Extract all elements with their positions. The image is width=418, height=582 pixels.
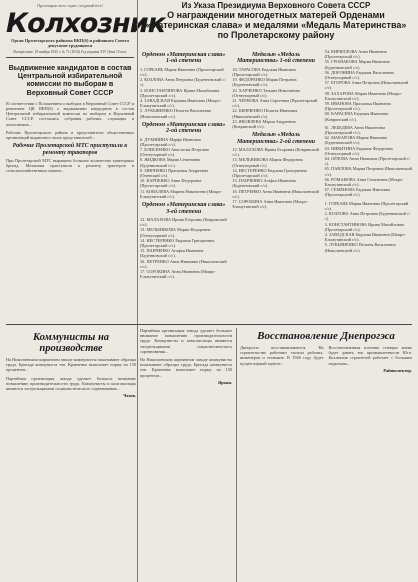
lead-headline: Выдвижение кандидатов в состав Центральной избирательной комиссии по выборам в Верховный Совет СССР [8, 62, 132, 97]
communists-article-continued [140, 328, 232, 582]
awards-column-2 [232, 49, 319, 279]
communists-continued-body: Партийная организация завода уделяет большое внимание повышению производительности труда. Коммунисты и комсомольцы являются застрельщиками социалистического соревнования... [140, 328, 234, 354]
lead-body: В соответствии с Положением о выборах в Верховный Совет СССР и решением ЦК ВКП(б) о выдвижении кандидатов в состав Центральной избирательной комиссии по выборам в Верховный Совет СССР, состоялись собрания рабочих, служащих и колхозников... [6, 100, 136, 127]
divider [6, 324, 412, 325]
medal-1-title: Медалью «Медаль Материнства» 1-ой степени [236, 52, 316, 65]
awards-grid [140, 49, 412, 279]
decree-title: О награждении многодетных матерей Орденами «Материнская слава» и медалями «Медаль Материнства» по Пролетарскому району [145, 10, 407, 40]
order-1-title: Орденом «Материнская слава» 1-ой степени [142, 52, 226, 65]
organ-line: Орган Пролетарского райкома ВКП(б) и районного Совета депутатов трудящихся [11, 38, 129, 49]
awards-column-1 [140, 49, 227, 279]
signature: Чахов. [123, 393, 136, 399]
bottom-section [0, 324, 418, 582]
column-divider [236, 328, 237, 582]
awards-list: 61. ЛЕБЕДЕВА Анна Никитична (Пролетарский с/с). 62. МАКАРОВА Мария Ивановна (Буденновский с/с). 63. НИКИТИНА Евдокия Федоровна (Огнеупорный с/с). 64. ОРЛОВА Анна Ивановна (Пролетарский с/с). 65. ПАВЛОВА Мария Петровна (Николаевский с/с). 66. РОМАНОВА Анна Семеновна (Мокро-Ельмутянский с/с). 67. СЕМЕНОВА Евдокия Ивановна (Пролетарский с/с). [324, 124, 412, 198]
dateline: Воскресенье, 18 ноября 1945 г. № 71 (1016) Год издания XIV Цена 15 коп. [13, 50, 127, 55]
order-3-title: Орденом «Материнская слава» 3-ей степени [142, 202, 226, 215]
communists-body-2: Партийная организация завода уделяет большое внимание повышению производительности труда. Коммунисты и комсомольцы являются застрельщиками социалистического соревнования... [6, 375, 138, 392]
mts-headline: Рабочие Пролетарской МТС приступили к ремонту тракторов [12, 143, 128, 156]
awards-list: 6. ДУБИНИНА Марфа Ивановна (Пролетарский с/с). 7. ЕЛИСЕЕНКО Анастасия Петровна (Огнеупорный с/с). 8. ЖИДКОВА Мария Семеновна (Буденновский с/с). 9. ЗИНЧЕНКО Прасковья Андреевна (Опенский с/с). 10. КАРПЕНКО Анна Федоровна (Пролетарский с/с). 11. КОВАЛЕВА Марина Никитична (Мокро-Ельмутянский с/с). [140, 136, 223, 199]
awards-column-3 [325, 49, 412, 279]
communists-body: На Николаевском кирпичном заводе коммунисты показывают образцы труда. Бригада коммуниста тов. Кравченко выполняет норму на 150 процентов... [6, 357, 138, 373]
restore-article [240, 328, 412, 582]
mts-body: При Пролетарской МТС выращено большое количество тракторных бригад. Механики приступили к ремонту тракторов и сельскохозяйственных машин... [6, 157, 136, 174]
order-2-title: Орденом «Материнская слава» 2-ой степени [142, 121, 226, 135]
awards-list: 1. ГОРБАНЬ Мария Ивановна (Пролетарский с/с). 2. КОЗЛОВА Анна Петровна (Буденновский с/с). 3. КОНСТАНТИНОВА Ирина Михайловна (Пролетарский с/с). 4. ЗАВАДСКАЯ Евдокия Ивановна (Мокро-Ельмутянский с/с). 5. ЛУКЬЯНЕНКО Пелагея Васильевна (Николаевский с/с). [324, 200, 411, 253]
decree-line: Из Указа Президиума Верховного Совета СССР [181, 1, 371, 10]
medal-2-title: Медалью «Медаль Материнства» 2-ой степени [236, 132, 316, 145]
restore-columns [240, 345, 412, 366]
newspaper-title: Колхозник [6, 8, 165, 39]
awards-list: 1. ГОРБАНЬ Мария Ивановна (Пролетарский с/с). 2. КОЗЛОВА Анна Петровна (Буденновский с/с). 3. КОНСТАНТИНОВА Ирина Михайловна (Пролетарский с/с). 4. ЗАВАДСКАЯ Евдокия Ивановна (Мокро-Ельмутянский с/с). 5. ЛУКЬЯНЕНКО Пелагея Васильевна (Николаевский с/с). [140, 66, 226, 119]
divider [6, 57, 134, 58]
communists-title: Коммунисты на производстве [32, 332, 110, 354]
restore-title: Восстановление Днепрогэса [257, 330, 395, 342]
awards-list: 12. МАЛАХОВА Ирина Егоровна (Ковринский с/с). 13. МЕЛЬНИКОВА Мария Федоровна (Огнеупорный с/с). 14. НЕСТЕРЕНКО Евдокия Григорьевна (Пролетарский с/с). 15. ПАНЧЕНКО Агафья Ивановна (Буденновский с/с). 16. ПЕТРЕНКО Анна Ивановна (Николаевский с/с). 17. СОРОКИНА Анна Ивановна (Мокро-Ельмутянский с/с). [140, 216, 227, 280]
awards-list: 12. МАЛАХОВА Ирина Егоровна (Ковринский с/с). 13. МЕЛЬНИКОВА Мария Федоровна (Огнеупорный с/с). 14. НЕСТЕРЕНКО Евдокия Григорьевна (Пролетарский с/с). 15. ПАНЧЕНКО Агафья Ивановна (Буденновский с/с). 16. ПЕТРЕНКО Анна Ивановна (Николаевский с/с). 17. СОРОКИНА Анна Ивановна (Мокро-Ельмутянский с/с). [232, 147, 319, 210]
lead-body-2: Рабочие Пролетарского района и представители общественных организаций выдвигают своих представителей... [6, 129, 136, 140]
communists-article [6, 328, 136, 582]
restore-body-2: Восстановленная плотина станции вновь будет давать ток промышленности Юга. Коллектив строителей работает с большим подъемом... [328, 345, 414, 366]
awards-list: 18. ТАРАСОВА Евдокия Ивановна (Пролетарский с/с). 19. ФЕДОРЕНКО Мария Петровна (Буденновский с/с). 20. ХАРЧЕНКО Татьяна Николаевна (Огнеупорный с/с). 21. ЧЕРНОВА Анна Сергеевна (Пролетарский с/с). 22. ШЕВЧЕНКО Пелагея Ивановна (Николаевский с/с). 23. ЯКОВЛЕВА Мария Андреевна (Ковринский с/с). [232, 66, 318, 130]
communists-continued-body-2: На Николаевском кирпичном заводе коммунисты показывают образцы труда. Бригада коммуниста тов. Кравченко выполняет норму на 150 процентов... [140, 357, 234, 378]
restore-body: Днепрогэс восстанавливается. На строительстве работают тысячи рабочих, инженеров и техников. В 1946 году будет пущен первый агрегат... [240, 345, 325, 366]
awards-list: 54. КИРИЛЛОВА Анна Ивановна (Пролетарский с/с). 55. ГРОМАКОВА Мария Ивановна (Буденновский с/с). 56. ДОРОНИНА Евдокия Васильевна (Огнеупорный с/с). 57. ЕГОРОВА Анна Петровна (Николаевский с/с). 58. ЗАХАРОВА Мария Ивановна (Мокро-Ельмутянский с/с). 59. ИВАНОВА Прасковья Ивановна (Пролетарский с/с). 60. КАРАСЕВА Евдокия Ивановна (Ковринский с/с). [324, 49, 409, 122]
signature: Райинспектор. [383, 367, 412, 373]
motto: Пролетарии всех стран, соединяйтесь! [37, 3, 103, 8]
signature: Яркин. [218, 379, 232, 385]
